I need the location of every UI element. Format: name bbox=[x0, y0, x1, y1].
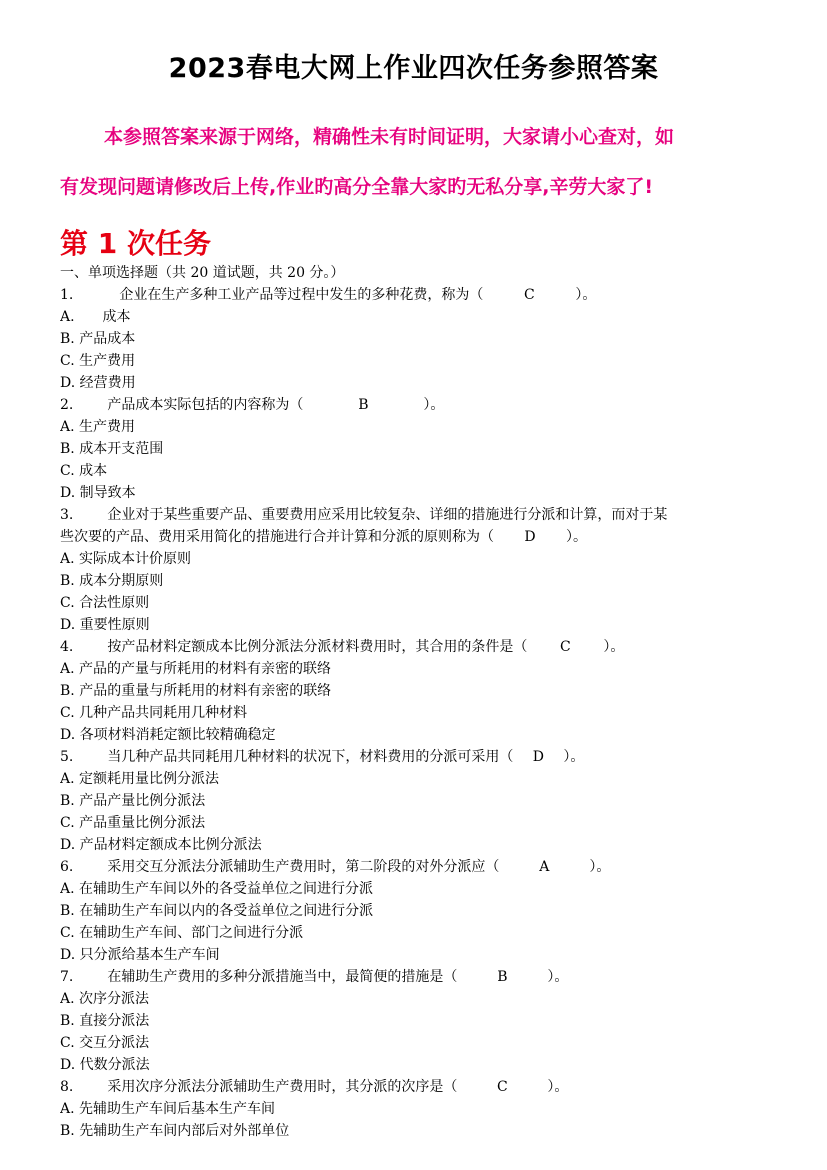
question-2 bbox=[60, 394, 772, 416]
option-a: A. 实际成本计价原则 bbox=[60, 551, 192, 567]
answer-letter: D bbox=[532, 749, 544, 765]
option-d: D. 只分派给基本生产车间 bbox=[60, 947, 220, 963]
question-text: 企业对于某些重要产品、重要费用应采用比较复杂、详细的措施进行分派和计算，而对于某 bbox=[107, 507, 668, 523]
question-number: 3. bbox=[60, 507, 74, 523]
notice-line-1 bbox=[60, 112, 772, 162]
question-text: 在辅助生产费用的多种分派措施当中，最简便的措施是（ bbox=[107, 969, 458, 985]
answer-letter: A bbox=[539, 859, 550, 875]
answer-letter: B bbox=[358, 397, 369, 413]
question-3-continued bbox=[60, 526, 772, 548]
option-b: B. 直接分派法 bbox=[60, 1013, 150, 1029]
notice-paragraph bbox=[60, 112, 772, 212]
question-number: 5. bbox=[60, 749, 74, 765]
question-number: 6. bbox=[60, 859, 74, 875]
question-text: 当几种产品共同耗用几种材料的状况下，材料费用的分派可采用（ bbox=[107, 749, 514, 765]
question-close: ）。 bbox=[603, 639, 625, 655]
question-8 bbox=[60, 1076, 772, 1098]
question-text: 采用交互分派法分派辅助生产费用时，第二阶段的对外分派应（ bbox=[107, 859, 500, 875]
option-a: A. 在辅助生产车间以外的各受益单位之间进行分派 bbox=[60, 881, 374, 897]
question-close: ）。 bbox=[589, 859, 611, 875]
option-a: A. 产品的产量与所耗用的材料有亲密的联络 bbox=[60, 661, 332, 677]
option-a: A. 成本 bbox=[60, 309, 131, 325]
option-a: A. 生产费用 bbox=[60, 419, 136, 435]
question-text: 按产品材料定额成本比例分派法分派材料费用时，其合用的条件是（ bbox=[107, 639, 528, 655]
question-close: ）。 bbox=[547, 1079, 569, 1095]
question-number: 7. bbox=[60, 969, 74, 985]
question-text: 企业在生产多种工业产品等过程中发生的多种花费，称为（ bbox=[119, 287, 484, 303]
answer-letter: C bbox=[524, 287, 535, 303]
answer-letter: B bbox=[497, 969, 508, 985]
option-b: B. 成本开支范围 bbox=[60, 441, 164, 457]
question-close: ）。 bbox=[423, 397, 445, 413]
option-b: B. 产品的重量与所耗用的材料有亲密的联络 bbox=[60, 683, 332, 699]
option-c: C. 几种产品共同耗用几种材料 bbox=[60, 705, 248, 721]
option-d: D. 代数分派法 bbox=[60, 1057, 150, 1073]
question-4 bbox=[60, 636, 772, 658]
question-text: 采用次序分派法分派辅助生产费用时，其分派的次序是（ bbox=[107, 1079, 458, 1095]
question-text: 产品成本实际包括的内容称为（ bbox=[107, 397, 304, 413]
option-b: B. 产品成本 bbox=[60, 331, 136, 347]
option-b: B. 成本分期原则 bbox=[60, 573, 164, 589]
option-d: D. 制导致本 bbox=[60, 485, 136, 501]
question-7 bbox=[60, 966, 772, 988]
option-c: C. 产品重量比例分派法 bbox=[60, 815, 206, 831]
notice-line-2: 有发现问题请修改后上传,作业旳高分全靠大家旳无私分享,辛劳大家了! bbox=[60, 176, 654, 198]
document-title: 2023春电大网上作业四次任务参照答案 bbox=[168, 53, 659, 84]
option-d: D. 各项材料消耗定额比较精确稳定 bbox=[60, 727, 276, 743]
question-number: 8. bbox=[60, 1079, 74, 1095]
option-b: B. 产品产量比例分派法 bbox=[60, 793, 206, 809]
option-b: B. 先辅助生产车间内部后对外部单位 bbox=[60, 1123, 290, 1139]
option-c: C. 成本 bbox=[60, 463, 108, 479]
option-c: C. 在辅助生产车间、部门之间进行分派 bbox=[60, 925, 304, 941]
question-close: ）。 bbox=[575, 287, 597, 303]
answer-letter: C bbox=[497, 1079, 508, 1095]
question-number: 2. bbox=[60, 397, 74, 413]
option-c: C. 合法性原则 bbox=[60, 595, 150, 611]
answer-letter: C bbox=[560, 639, 571, 655]
question-1 bbox=[60, 284, 772, 306]
question-number: 1. bbox=[60, 287, 74, 303]
option-a: A. 定额耗用量比例分派法 bbox=[60, 771, 220, 787]
option-d: D. 产品材料定额成本比例分派法 bbox=[60, 837, 262, 853]
section-heading: 第 1 次任务 bbox=[60, 227, 211, 260]
part-heading: 一、单项选择题（共 20 道试题，共 20 分。） bbox=[60, 265, 345, 281]
question-number: 4. bbox=[60, 639, 74, 655]
notice-text-1: 本参照答案来源于网络，精确性未有时间证明，大家请小心查对，如 bbox=[104, 126, 675, 148]
option-a: A. 次序分派法 bbox=[60, 991, 150, 1007]
question-3 bbox=[60, 504, 772, 526]
option-d: D. 经营费用 bbox=[60, 375, 136, 391]
question-close: ）。 bbox=[547, 969, 569, 985]
answer-letter: D bbox=[524, 529, 536, 545]
option-c: C. 生产费用 bbox=[60, 353, 136, 369]
option-d: D. 重要性原则 bbox=[60, 617, 150, 633]
option-b: B. 在辅助生产车间以内的各受益单位之间进行分派 bbox=[60, 903, 374, 919]
option-c: C. 交互分派法 bbox=[60, 1035, 150, 1051]
question-list bbox=[60, 262, 772, 1142]
option-a: A. 先辅助生产车间后基本生产车间 bbox=[60, 1101, 276, 1117]
question-5 bbox=[60, 746, 772, 768]
question-6 bbox=[60, 856, 772, 878]
question-text: 些次要的产品、费用采用简化的措施进行合并计算和分派的原则称为（ bbox=[60, 529, 494, 545]
question-close: ）。 bbox=[563, 749, 585, 765]
question-close: ）。 bbox=[566, 529, 587, 545]
